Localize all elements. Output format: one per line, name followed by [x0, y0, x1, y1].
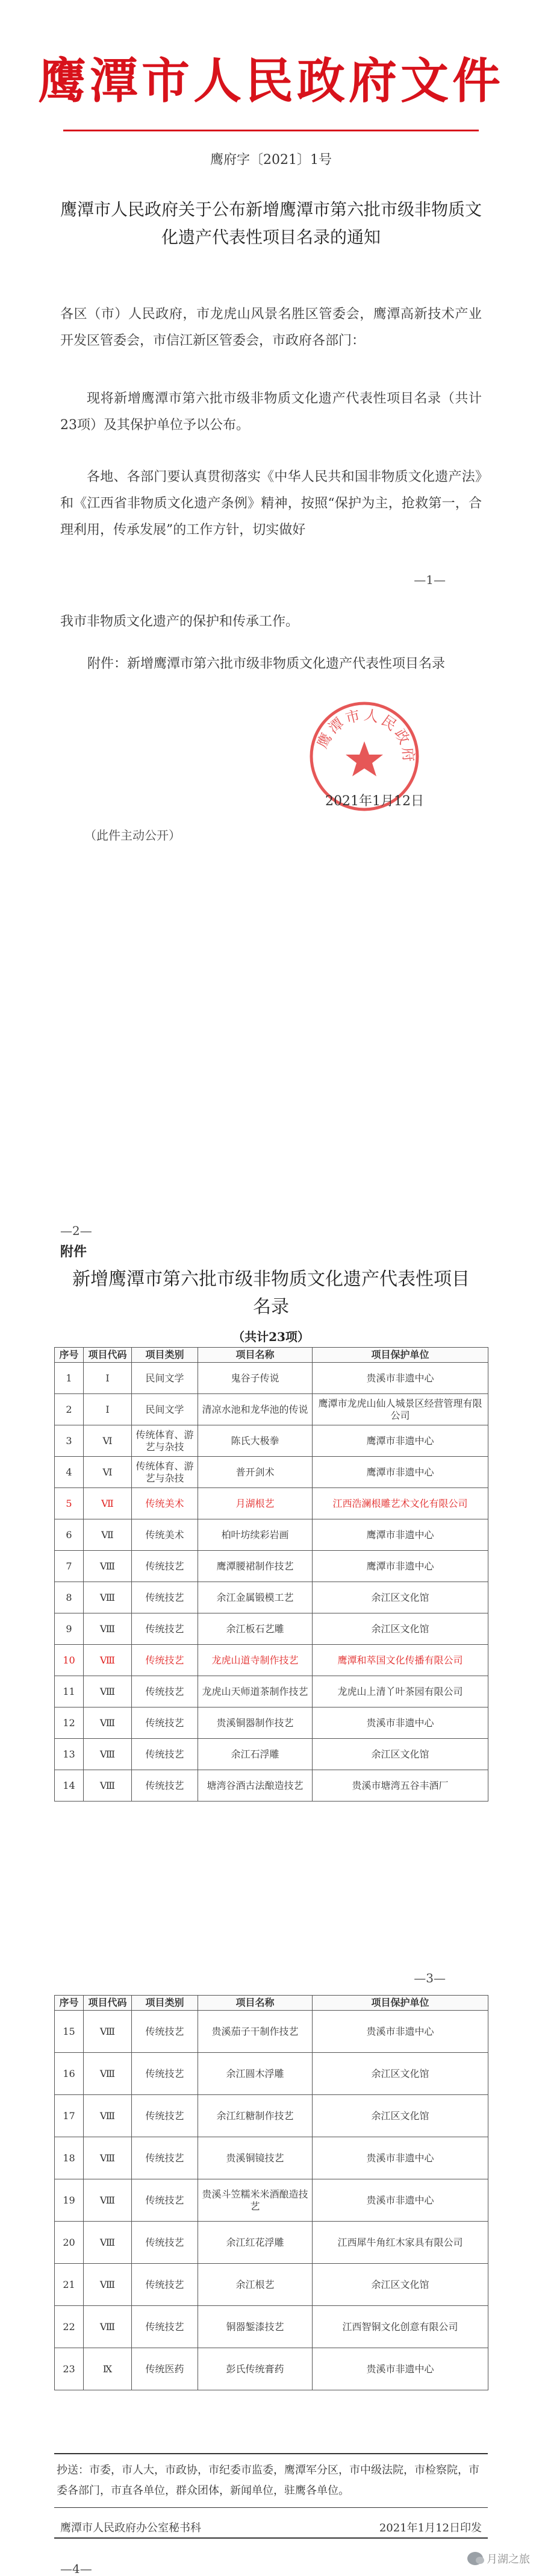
cell-code: Ⅸ [84, 2348, 132, 2390]
col-header-code: 项目代码 [84, 1996, 132, 2011]
cell-name: 普开剑术 [198, 1457, 313, 1488]
attachment-note: 附件：新增鹰潭市第六批市级非物质文化遗产代表性项目名录 [87, 656, 446, 671]
col-header-category: 项目类别 [132, 1348, 198, 1363]
table-row [55, 2179, 488, 2222]
cell-unit: 余江区文化馆 [313, 1582, 488, 1613]
cell-category: 传统技艺 [132, 2137, 198, 2179]
cell-code: Ⅷ [84, 1770, 132, 1802]
cell-no: 16 [55, 2053, 84, 2095]
cell-unit: 鹰潭市非遗中心 [313, 1551, 488, 1582]
col-header-code: 项目代码 [84, 1348, 132, 1363]
issuer-office: 鹰潭市人民政府办公室秘书科 [60, 2522, 201, 2534]
paragraph-2: 各地、各部门要认真贯彻落实《中华人民共和国非物质文化遗产法》和《江西省非物质文化遗产条例》精神，按照“保护为主，抢救第一，合理利用，传承发展”的工作方针，切实做好 [60, 470, 482, 538]
paragraph-3: 我市非物质文化遗产的保护和传承工作。 [60, 614, 299, 629]
cell-no: 4 [55, 1457, 84, 1488]
col-header-category: 项目类别 [132, 1996, 198, 2011]
cell-category: 民间文学 [132, 1363, 198, 1394]
cell-no: 8 [55, 1582, 84, 1613]
cell-category: 传统技艺 [132, 1645, 198, 1676]
cell-no: 7 [55, 1551, 84, 1582]
cell-unit: 贵溪市非遗中心 [313, 2011, 488, 2053]
page-number: —3— [414, 1971, 446, 1985]
document-number: 鹰府字〔2021〕1号 [210, 152, 332, 168]
cell-unit: 贵溪市塘湾五谷丰酒厂 [313, 1770, 488, 1802]
col-header-no: 序号 [55, 1348, 84, 1363]
cell-no: 19 [55, 2179, 84, 2222]
table-row [55, 1425, 488, 1457]
cell-unit: 江西智铜文化创意有限公司 [313, 2306, 488, 2348]
cell-no: 23 [55, 2348, 84, 2390]
col-header-no: 序号 [55, 1996, 84, 2011]
cell-unit: 鹰潭和萃国文化传播有限公司 [313, 1645, 488, 1676]
table-row [55, 1676, 488, 1707]
page-number: —2— [60, 1224, 92, 1238]
cell-no: 6 [55, 1519, 84, 1551]
col-header-unit: 项目保护单位 [313, 1348, 488, 1363]
annex-title: 新增鹰潭市第六批市级非物质文化遗产代表性项目名录 [72, 1269, 470, 1318]
table-row [55, 2348, 488, 2390]
cell-category: 传统美术 [132, 1519, 198, 1551]
cell-no: 22 [55, 2306, 84, 2348]
cell-unit: 余江区文化馆 [313, 1739, 488, 1770]
cell-no: 2 [55, 1394, 84, 1425]
table-row [55, 2306, 488, 2348]
cell-no: 18 [55, 2137, 84, 2179]
cell-no: 14 [55, 1770, 84, 1802]
cell-code: Ⅷ [84, 2011, 132, 2053]
cell-category: 传统技艺 [132, 2264, 198, 2306]
table-row [55, 1645, 488, 1676]
cell-code: Ⅷ [84, 1676, 132, 1707]
cell-unit: 贵溪市非遗中心 [313, 1707, 488, 1739]
cell-unit: 余江区文化馆 [313, 2053, 488, 2095]
cell-unit: 贵溪市非遗中心 [313, 2348, 488, 2390]
cell-code: Ⅷ [84, 2137, 132, 2179]
issuer-line [60, 2519, 482, 2535]
cell-no: 17 [55, 2095, 84, 2137]
cell-no: 21 [55, 2264, 84, 2306]
table-row [55, 2053, 488, 2095]
page-2 [0, 856, 542, 1844]
cell-code: Ⅷ [84, 2179, 132, 2222]
page-3 [0, 1844, 542, 2576]
cell-name: 余江板石艺雕 [198, 1613, 313, 1645]
table-row [55, 2222, 488, 2264]
cell-code: Ⅷ [84, 2264, 132, 2306]
cell-no: 9 [55, 1613, 84, 1645]
cell-code: Ⅶ [84, 1488, 132, 1519]
table-row [55, 2264, 488, 2306]
cell-category: 传统技艺 [132, 1770, 198, 1802]
footer-divider [54, 2537, 488, 2539]
watermark-text: 月湖之旅 [487, 2553, 530, 2566]
addressee: 各区（市）人民政府，市龙虎山风景名胜区管委会，鹰潭高新技术产业开发区管委会，市信江新区管委会，市政府各部门： [60, 307, 482, 348]
cell-code: Ⅰ [84, 1394, 132, 1425]
heritage-table-continued [54, 1995, 488, 2390]
issuer-title: 鹰潭市人民政府文件 [38, 52, 504, 109]
cell-category: 传统技艺 [132, 2222, 198, 2264]
cell-category: 传统技艺 [132, 2011, 198, 2053]
cell-no: 15 [55, 2011, 84, 2053]
cell-category: 传统技艺 [132, 1707, 198, 1739]
cell-code: Ⅷ [84, 2095, 132, 2137]
cell-name: 贵溪茄子干制作技艺 [198, 2011, 313, 2053]
cell-name: 余江圆木浮雕 [198, 2053, 313, 2095]
cell-category: 传统技艺 [132, 2095, 198, 2137]
cell-unit: 余江区文化馆 [313, 1613, 488, 1645]
cell-category: 传统技艺 [132, 1613, 198, 1645]
cell-category: 传统技艺 [132, 1582, 198, 1613]
cell-code: Ⅷ [84, 2306, 132, 2348]
col-header-name: 项目名称 [198, 1996, 313, 2011]
table-row [55, 1707, 488, 1739]
cell-unit: 鹰潭市龙虎山仙人城景区经营管理有限公司 [313, 1394, 488, 1425]
cell-no: 20 [55, 2222, 84, 2264]
print-date: 2021年1月12日印发 [379, 2522, 482, 2534]
cell-code: Ⅰ [84, 1363, 132, 1394]
cell-no: 5 [55, 1488, 84, 1519]
cell-name: 余江红糖制作技艺 [198, 2095, 313, 2137]
notice-title: 鹰潭市人民政府关于公布新增鹰潭市第六批市级非物质文化遗产代表性项目名录的通知 [60, 199, 482, 247]
cell-name: 柏叶坊续彩岩画 [198, 1519, 313, 1551]
table-row [55, 1519, 488, 1551]
cell-category: 传统技艺 [132, 2179, 198, 2222]
page-number: —1— [414, 573, 446, 587]
cell-name: 鬼谷子传说 [198, 1363, 313, 1394]
cell-code: Ⅷ [84, 1645, 132, 1676]
page-1 [0, 0, 542, 856]
cell-code: Ⅷ [84, 1613, 132, 1645]
table-row [55, 1582, 488, 1613]
cell-name: 余江金属锻模工艺 [198, 1582, 313, 1613]
col-header-name: 项目名称 [198, 1348, 313, 1363]
cell-unit: 余江区文化馆 [313, 2264, 488, 2306]
table-header-row [55, 1996, 488, 2011]
cell-code: Ⅷ [84, 1707, 132, 1739]
red-divider [63, 130, 479, 131]
cell-unit: 余江区文化馆 [313, 2095, 488, 2137]
cell-name: 贵溪铜器制作技艺 [198, 1707, 313, 1739]
cell-unit: 江西犀牛角红木家具有限公司 [313, 2222, 488, 2264]
cell-category: 传统技艺 [132, 2053, 198, 2095]
cell-unit: 鹰潭市非遗中心 [313, 1457, 488, 1488]
watermark [467, 2551, 530, 2566]
cell-no: 10 [55, 1645, 84, 1676]
cell-category: 民间文学 [132, 1394, 198, 1425]
table-row [55, 1488, 488, 1519]
table-header-row [55, 1348, 488, 1363]
cell-name: 月湖根艺 [198, 1488, 313, 1519]
cell-code: Ⅷ [84, 2222, 132, 2264]
cell-unit: 贵溪市非遗中心 [313, 1363, 488, 1394]
cell-code: Ⅶ [84, 1519, 132, 1551]
cell-category: 传统技艺 [132, 1676, 198, 1707]
table-row [55, 1457, 488, 1488]
cell-category: 传统医药 [132, 2348, 198, 2390]
signature-date: 2021年1月12日 [325, 794, 424, 809]
table-row [55, 2095, 488, 2137]
cell-name: 陈氏大极拳 [198, 1425, 313, 1457]
cell-no: 13 [55, 1739, 84, 1770]
cell-category: 传统体育、游艺与杂技 [132, 1425, 198, 1457]
cell-code: Ⅵ [84, 1425, 132, 1457]
cell-category: 传统技艺 [132, 1739, 198, 1770]
cell-name: 贵溪铜镜技艺 [198, 2137, 313, 2179]
cell-unit: 鹰潭市非遗中心 [313, 1519, 488, 1551]
cell-no: 3 [55, 1425, 84, 1457]
table-row [55, 1739, 488, 1770]
cell-name: 铜器錾漆技艺 [198, 2306, 313, 2348]
cell-category: 传统体育、游艺与杂技 [132, 1457, 198, 1488]
cell-name: 龙虎山天师道茶制作技艺 [198, 1676, 313, 1707]
cell-code: Ⅵ [84, 1457, 132, 1488]
table-row [55, 1770, 488, 1802]
cell-no: 1 [55, 1363, 84, 1394]
cell-name: 塘湾谷酒古法酿造技艺 [198, 1770, 313, 1802]
cell-category: 传统美术 [132, 1488, 198, 1519]
svg-text:鹰潭市人民政府: 鹰潭市人民政府 [313, 706, 417, 765]
table-row [55, 1613, 488, 1645]
cc-list: 抄送：市委，市人大，市政协，市纪委市监委，鹰潭军分区，市中级法院，市检察院，市委各部门，市直各单位，群众团体，新闻单位，驻鹰各单位。 [54, 2453, 488, 2508]
cell-code: Ⅷ [84, 1551, 132, 1582]
cell-no: 11 [55, 1676, 84, 1707]
table-row [55, 1394, 488, 1425]
table-row [55, 2011, 488, 2053]
cell-unit: 贵溪市非遗中心 [313, 2179, 488, 2222]
col-header-unit: 项目保护单位 [313, 1996, 488, 2011]
cell-category: 传统技艺 [132, 2306, 198, 2348]
cell-no: 12 [55, 1707, 84, 1739]
cell-name: 余江根艺 [198, 2264, 313, 2306]
heritage-table [54, 1347, 488, 1802]
cell-unit: 鹰潭市非遗中心 [313, 1425, 488, 1457]
cell-name: 彭氏传统膏药 [198, 2348, 313, 2390]
cell-code: Ⅷ [84, 1739, 132, 1770]
cell-name: 贵溪斗笠糯米米酒酿造技艺 [198, 2179, 313, 2222]
table-row [55, 1363, 488, 1394]
paragraph-1: 现将新增鹰潭市第六批市级非物质文化遗产代表性项目名录（共计23项）及其保护单位予以公布。 [60, 391, 482, 433]
cell-code: Ⅷ [84, 1582, 132, 1613]
wechat-icon [467, 2552, 483, 2565]
table-row [55, 2137, 488, 2179]
cell-name: 龙虎山道寺制作技艺 [198, 1645, 313, 1676]
page-number: —4— [60, 2562, 92, 2576]
cell-unit: 龙虎山上清丫叶茶园有限公司 [313, 1676, 488, 1707]
cell-name: 余江红花浮雕 [198, 2222, 313, 2264]
public-note: （此件主动公开） [84, 828, 181, 843]
cell-unit: 贵溪市非遗中心 [313, 2137, 488, 2179]
cell-name: 余江石浮雕 [198, 1739, 313, 1770]
cell-name: 清凉水池和龙华池的传说 [198, 1394, 313, 1425]
annex-label: 附件 [60, 1244, 87, 1260]
cell-name: 鹰潭腰裙制作技艺 [198, 1551, 313, 1582]
cell-code: Ⅷ [84, 2053, 132, 2095]
annex-count: （共计23项） [232, 1330, 310, 1344]
table-row [55, 1551, 488, 1582]
cell-category: 传统技艺 [132, 1551, 198, 1582]
cell-unit: 江西浩澜根雕艺术文化有限公司 [313, 1488, 488, 1519]
